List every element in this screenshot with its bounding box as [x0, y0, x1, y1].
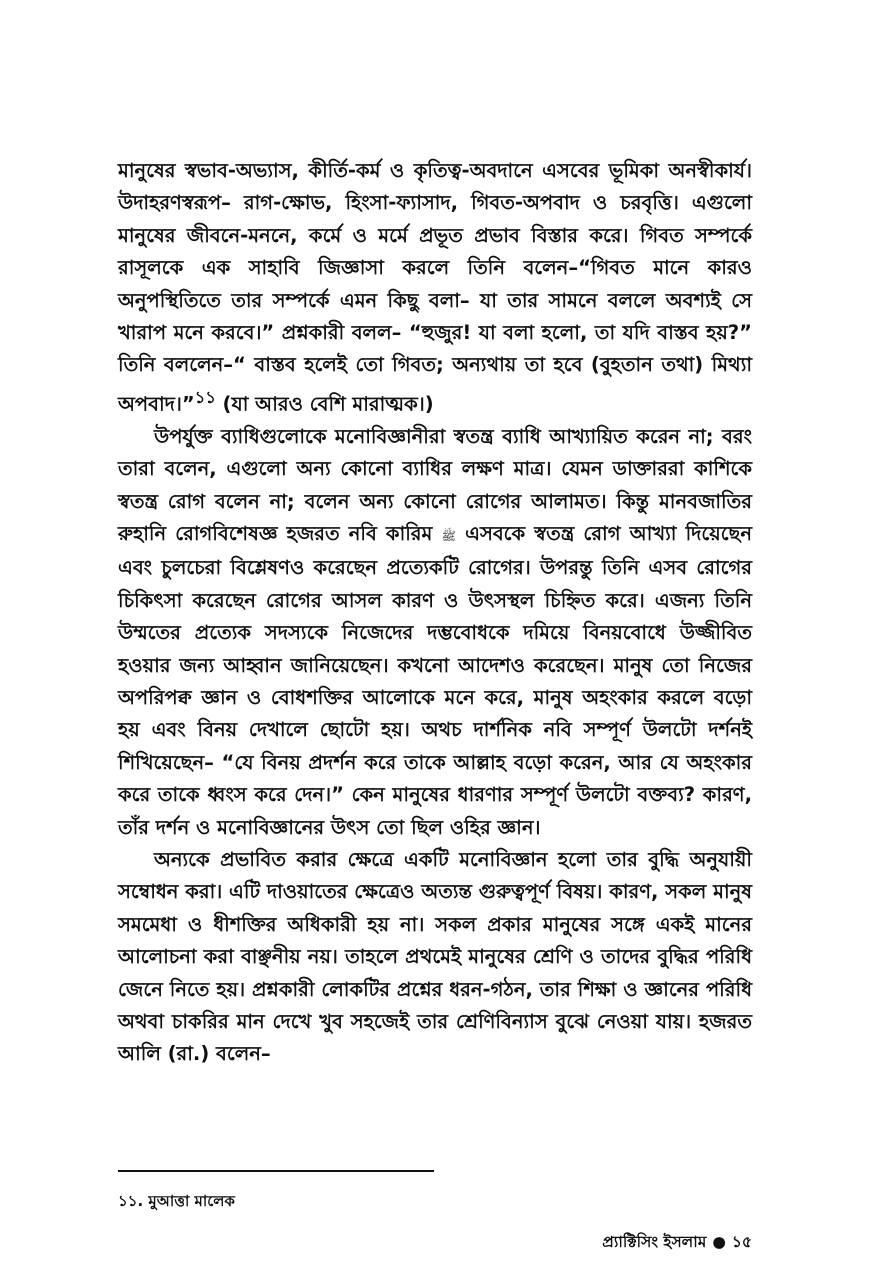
salutation-glyph: ﷺ: [441, 528, 456, 543]
book-title: প্র্যাক্টিসিং ইসলাম: [602, 1233, 707, 1251]
paragraph-1-text: মানুষের স্বভাব-অভ্যাস, কীর্তি-কর্ম ও কৃতিত্ব-অবদানে এসবের ভূমিকা অনস্বীকার্য। উদাহরণস্বরূপ– রাগ-ক্ষোভ, হিংসা-ফ্যাসাদ, গিবত-অপবাদ ও চরবৃত্তি। এগুলো মানুষের জীবনে-মননে, কর্মে ও মর্মে প্রভূত প্রভাব বিস্তার করে। গিবত সম্পর্কে রাসূলকে এক সাহাবি জিজ্ঞাসা করলে তিনি বলেন–“গিবত মানে কারও অনুপস্থিতিতে তার সম্পর্কে এমন কিছু বলা– যা তার সামনে বললে অবশ্যই সে খারাপ মনে করবে।” প্রশ্নকারী বলল– “হুজুর! যা বলা হলো, তা যদি বাস্তব হয়?” তিনি বললেন–“ বাস্তব হলেই তো গিবত; অন্যথায় তা হবে (বুহতান তথা) মিথ্যা অপবাদ।”: [118, 159, 752, 416]
bullet-icon: ●: [712, 1233, 726, 1251]
paragraph-3: অন্যকে প্রভাবিত করার ক্ষেত্রে একটি মনোবিজ্ঞান হলো তার বুদ্ধি অনুযায়ী সম্বোধন করা। এটি দাওয়াতের ক্ষেত্রেও অত্যন্ত গুরুত্বপূর্ণ বিষয়। কারণ, সকল মানুষ সমমেধা ও ধীশক্তির অধিকারী হয় না। সকল প্রকার মানুষের সঙ্গে একই মানের আলোচনা করা বাঞ্ছনীয় নয়। তাহলে প্রথমেই মানুষের শ্রেণি ও তাদের বুদ্ধির পরিধি জেনে নিতে হয়। প্রশ্নকারী লোকটির প্রশ্নের ধরন-গঠন, তার শিক্ষা ও জ্ঞানের পরিধি অথবা চাকরির মান দেখে খুব সহজেই তার শ্রেণিবিন্যাস বুঝে নেওয়া যায়। হজরত আলি (রা.) বলেন–: [118, 848, 752, 1066]
paragraph-2-text: উপর্যুক্ত ব্যাধিগুলোকে মনোবিজ্ঞানীরা স্বতন্ত্র ব্যাধি আখ্যায়িত করেন না; বরং তারা বলেন, এগুলো অন্য কোনো ব্যাধির লক্ষণ মাত্র। যেমন ডাক্তাররা কাশিকে স্বতন্ত্র রোগ বলেন না; বলেন অন্য কোনো রোগের আলামত। কিন্তু মানবজাতির রুহানি রোগবিশেষজ্ঞ হজরত নবি কারিম: [118, 424, 752, 545]
paragraph-2: [118, 421, 752, 844]
footnote-reference: ১১: [194, 387, 216, 407]
page-footer: [602, 1230, 752, 1256]
paragraph-2-text-end: এসবকে স্বতন্ত্র রোগ আখ্যা দিয়েছেন এবং চুলচেরা বিশ্লেষণও করেছেন প্রত্যেকটি রোগের। উপরন্তু তিনি এসব রোগের চিকিৎসা করেছেন রোগের আসল কারণ ও উৎসস্থল চিহ্নিত করে। এজন্য তিনি উম্মতের প্রত্যেক সদস্যকে নিজেদের দম্ভবোধকে দমিয়ে বিনয়বোধে উজ্জীবিত হওয়ার জন্য আহ্বান জানিয়েছেন। কখনো আদেশও করেছেন। মানুষ তো নিজের অপরিপক্ব জ্ঞান ও বোধশক্তির আলোকে মনে করে, মানুষ অহংকার করলে বড়ো হয় এবং বিনয় দেখালে ছোটো হয়। অথচ দার্শনিক নবি সম্পূর্ণ উলটো দর্শনই শিখিয়েছেন– “যে বিনয় প্রদর্শন করে তাকে আল্লাহ বড়ো করেন, আর যে অহংকার করে তাকে ধ্বংস করে দেন।” কেন মানুষের ধারণার সম্পূর্ণ উলটো বক্তব্য? কারণ, তাঁর দর্শন ও মনোবিজ্ঞানের উৎস তো ছিল ওহির জ্ঞান।: [118, 521, 753, 839]
paragraph-1-text-end: (যা আরও বেশি মারাত্মক।): [215, 392, 434, 416]
body-text: [118, 155, 752, 1071]
footnote-divider: [118, 1170, 434, 1172]
paragraph-1: [118, 155, 752, 421]
page-number: ১৫: [731, 1233, 752, 1251]
footnote: ১১. মুআত্তা মালেক: [118, 1192, 235, 1210]
